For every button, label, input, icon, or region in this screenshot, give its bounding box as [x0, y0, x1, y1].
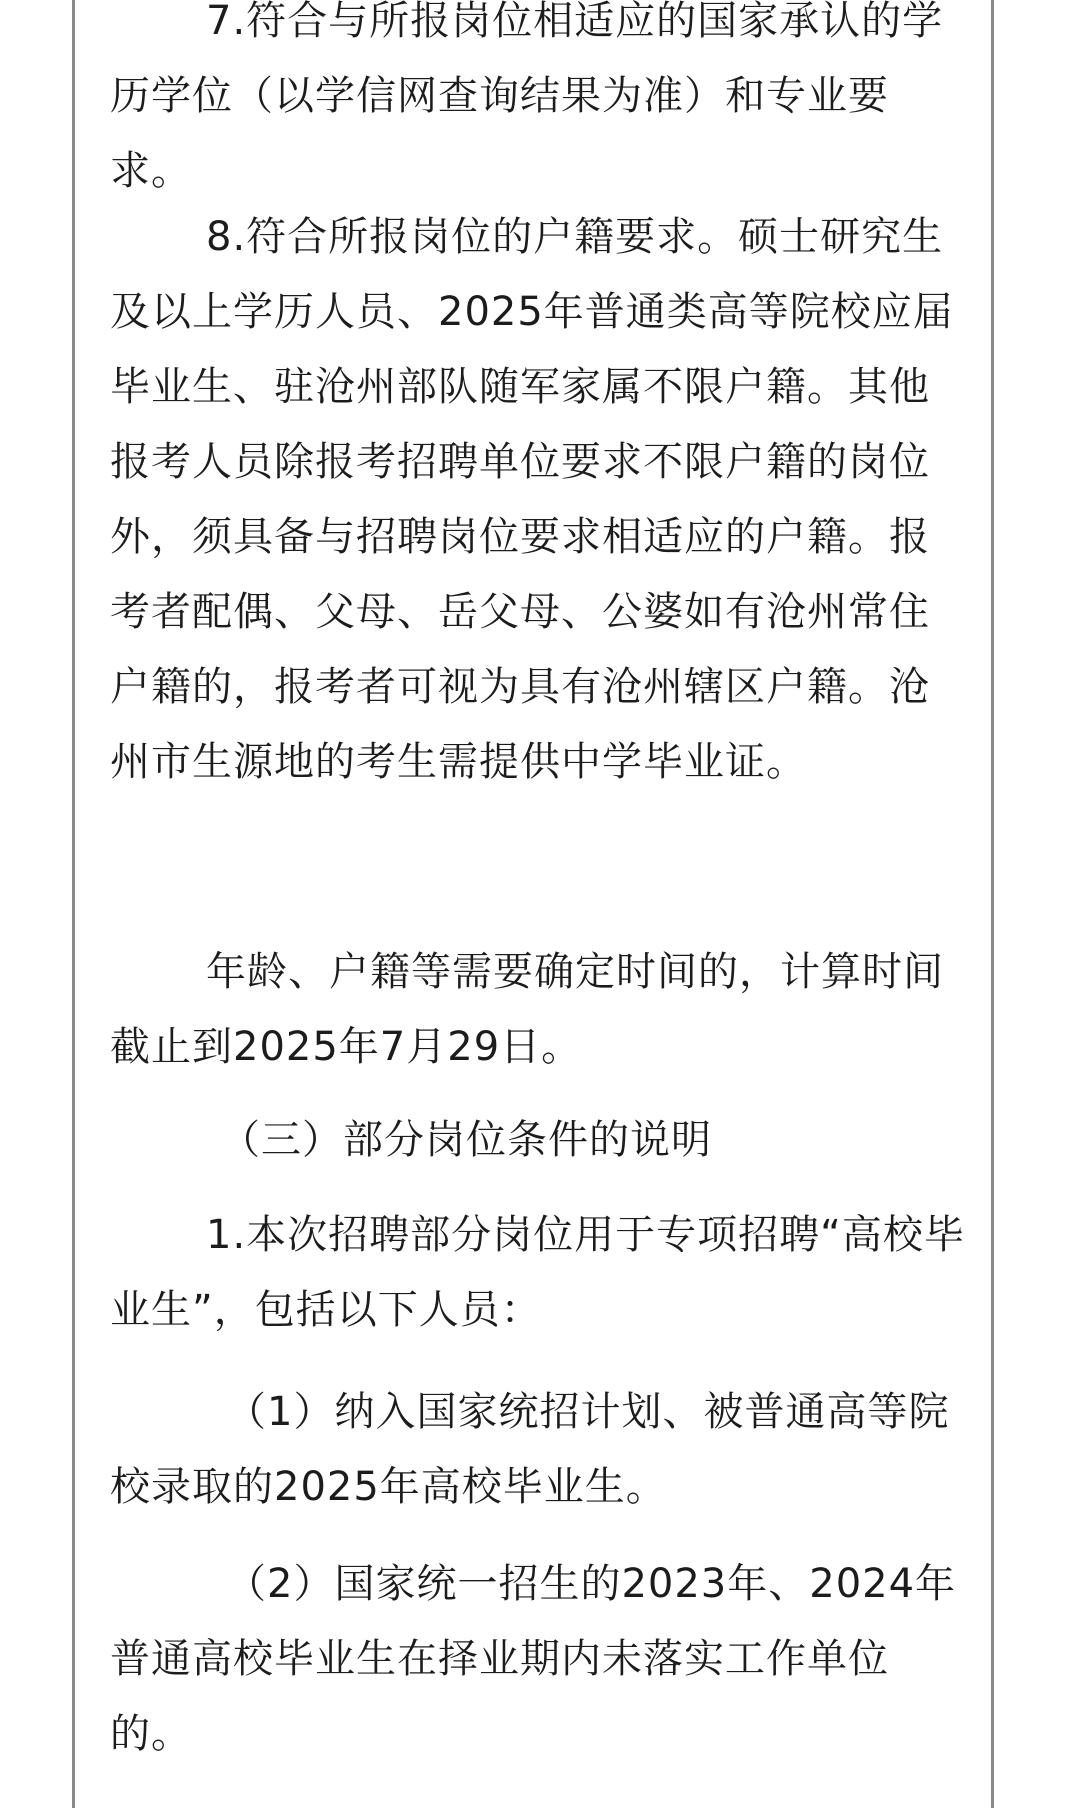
list-item: （2）国家统一招生的2023年、2024年普通高校毕业生在择业期内未落实工作单位的。 [110, 1561, 957, 1757]
section-heading: （三）部分岗位条件的说明 [220, 1117, 712, 1163]
list-item: （1）纳入国家统招计划、被普通高等院校录取的2025年高校毕业生。 [110, 1389, 950, 1510]
paragraph-item-1: 1.本次招聘部分岗位用于专项招聘“高校毕业生”，包括以下人员： [110, 1212, 965, 1333]
paragraph-item-8: 8.符合所报岗位的户籍要求。硕士研究生及以上学历人员、2025年普通类高等院校应届毕业生、驻沧州部队随军家属不限户籍。其他报考人员除报考招聘单位要求不限户籍的岗位外，须具备与招聘岗位要求相适应的户籍。报考者配偶、父母、岳父母、公婆如有沧州常住户籍的，报考者可视为具有沧州辖区户籍。沧州市生源地的考生需提供中学毕业证。 [110, 214, 954, 785]
paragraph-age-cutoff: 年龄、户籍等需要确定时间的，计算时间截止到2025年7月29日。 [110, 949, 944, 1070]
paragraph-item-7: 7.符合与所报岗位相适应的国家承认的学历学位（以学信网查询结果为准）和专业要求。 [110, 0, 944, 194]
